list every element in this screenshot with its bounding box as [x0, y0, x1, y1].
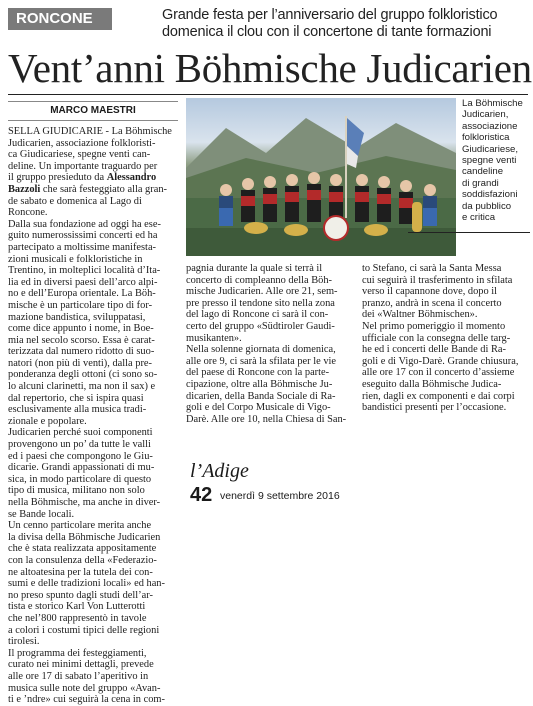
issue-date: venerdì 9 settembre 2016: [220, 490, 340, 502]
article-column-3: to Stefano, ci sarà la Santa Messa cui seguirà il trasferimento in sfilata verso il capannone dove, dopo il pranzo, andrà in scena il concerto dei «Waltner Böhmischen». Nel primo pomeriggio il momento ufficiale con la consegna delle targ- he ed i concerti delle Bande di Ra- goli e di Vigo-Darè. Grande chiusura, alle ore 17 con il concerto d’assieme eseguito dalla Böhmische Judica- rien, dagli ex componenti e dai corpi bandistici presenti per l’occasione.: [362, 263, 519, 414]
byline-divider-top: [8, 101, 178, 102]
column1-body: che sarà festeggiato alla gran- de sabato e domenica al Lago di Roncone. Dalla sua fondazione ad oggi ha ese- guito numerossissimi concerti ed ha partecipato a moltissime manifesta- zioni musicali e folkloristiche in Trentino, in molteplici località d’Ita- lia ed in diversi paesi dell’arco alpi- no e dell’Europa orientale. La Böh- mische è un particolare tipo di for- mazione bandistica, sviluppatasi, come dice appunto i nome, in Boe- mia nel secolo scorso. Essa è carat- terizzata dal numero ridotto di suo- natori (non più di venti), dalla pre- ponderanza degli ottoni (ci sono so- lo alcuni clarinetti, ma non il sax) e dal repertorio, che si ispira quasi esclusivamente alla musica tradi- zionale e popolare. Judicarien perché suoi componenti provengono un po’ da tutte le valli ed i paesi che compongono le Giu- dicarie. Grandi appassionati di mu- sica, in modo particolare di questo tipo di musica, militano non solo nella Böhmische, ma anche in diver- se Bande locali. Un cenno particolare merita anche la divisa della Böhmische Judicarien che è stata realizzata appositamente con la consulenza della «Federazio- ne altoatesina per la tutela dei con- sumi e delle tradizioni locali» ed han- no preso spunto dagli studi dell’ar- tista e storico Karl Von Lutterotti che nel’800 rappresentò in tavole a colori i costumi tipici delle regioni tirolesi. Il programma dei festeggiamenti, curato nei minimi dettagli, prevede alle ore 17 di sabato l’aperitivo in musica sulle note del gruppo «Avan- ti e ’ndre» cui seguirà la cena in com-: [8, 183, 167, 706]
newspaper-logo: l’Adige: [190, 460, 249, 482]
article-column-2: pagnia durante la quale si terrà il concerto di compleanno della Böh- mische Judicarien. Alle ore 21, sem- pre presso il tendone sito nella zona del lago di Roncone ci sarà il con- certo del gruppo «Südtiroler Gaudi- musikanten». Nella solenne giornata di domenica, alle ore 9, ci sarà la sfilata per le vie del paese di Roncone con la parte- cipazione, oltre alla Böhmische Ju- dicarien, della Banda Sociale di Ra- goli e del Corpo Musicale di Vigo- Darè. Alle ore 10, nella Chiesa di San-: [186, 263, 347, 425]
caption-pointer-line: [408, 232, 530, 233]
article-column-1: [8, 126, 180, 706]
byline-divider-bottom: [8, 120, 178, 121]
byline: MARCO MAESTRI: [50, 105, 136, 116]
headline-divider: [8, 94, 528, 95]
photo-caption: La Böhmische Judicarien, associazione folkloristica Giudicariese, spegne venti candeline di grandi soddisfazioni da pubblico e critica: [462, 98, 523, 224]
column1-president-name: Alessandro Bazzoli: [8, 172, 157, 195]
kicker-subheadline: Grande festa per l’anniversario del gruppo folkloristico domenica il clou con il concertone di tante formazioni: [162, 7, 498, 40]
section-tag: RONCONE: [8, 8, 112, 30]
column1-lead: SELLA GIUDICARIE - La Böhmische Judicarien, associazione folkloristi- ca Giudicariese, spegne venti can- deline. Un importante traguardo per il gruppo presieduto da: [8, 126, 172, 184]
page-number: 42: [190, 484, 213, 506]
headline: Vent’anni Böhmische Judicarien: [8, 45, 532, 91]
